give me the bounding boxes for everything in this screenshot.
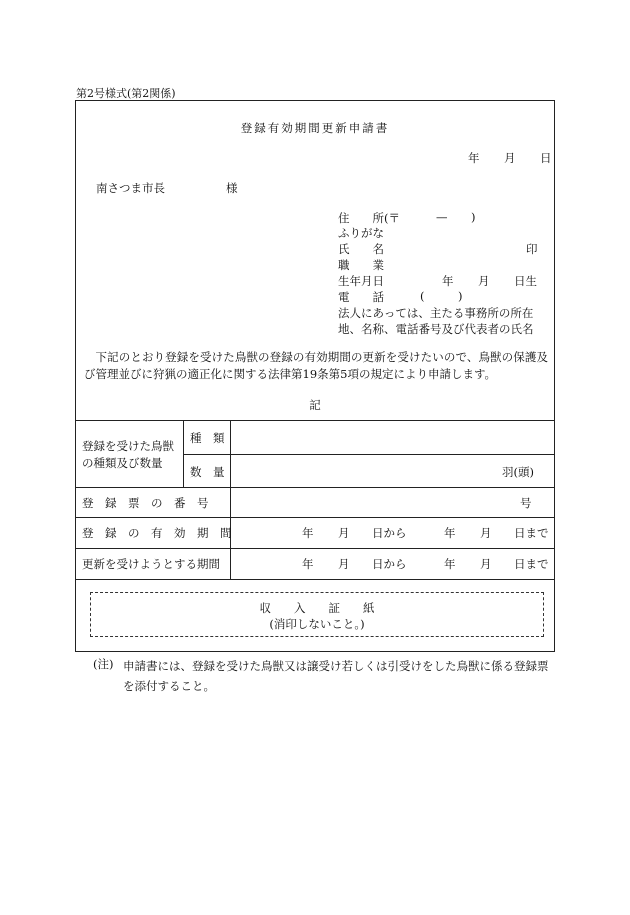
quantity-unit: 羽(頭) [502,465,534,479]
kind-label: 種 類 [190,431,225,445]
species-group-label-line1: 登録を受けた鳥獣 [82,439,174,453]
furigana-label: ふりがな [338,226,384,240]
date-month-label: 月 [504,151,516,165]
valid-from-month: 月 [338,526,350,540]
occupation-label: 職 業 [338,258,384,272]
renew-to-day: 日まで [514,557,549,571]
ticket-number-unit: 号 [520,496,532,510]
valid-to-year: 年 [444,526,456,540]
corporate-note-line2: 地、名称、電話番号及び代表者の氏名 [338,322,534,336]
postal-close: ) [471,210,476,224]
form-number-label: 第2号様式(第2関係) [76,87,176,100]
table-top-rule [75,420,555,421]
birth-year-label: 年 [442,274,454,288]
phone-close: ) [458,289,463,303]
species-group-divider [183,420,184,487]
application-statement: 下記のとおり登録を受けた鳥獣の登録の有効期間の更新を受けたいので、鳥獣の保護及び管理並びに狩猟の適正化に関する法律第19条第5項の規定により申請します。 [84,350,548,381]
ki-heading: 記 [309,398,321,412]
table-row-rule-2 [75,517,555,518]
renew-from-year: 年 [302,557,314,571]
valid-to-month: 月 [480,526,492,540]
revenue-stamp-label: 収 入 証 紙 [259,601,375,615]
birth-month-label: 月 [478,274,490,288]
phone-label: 電 話 [338,290,384,304]
valid-to-day: 日まで [514,526,549,540]
table-bottom-rule [75,579,555,580]
renewal-period-label: 更新を受けようとする期間 [82,557,220,571]
seal-mark: 印 [526,242,538,256]
species-row-divider [183,454,555,455]
date-day-label: 日 [540,151,552,165]
valid-from-year: 年 [302,526,314,540]
note-text: 申請書には、登録を受けた鳥獣又は譲受け若しくは引受けをした鳥獣に係る登録票を添付すること。 [123,659,549,693]
renew-from-day: 日から [372,557,407,571]
quantity-label: 数 量 [190,465,225,479]
table-row-rule-1 [75,487,555,488]
name-label: 氏 名 [338,242,384,256]
renew-from-month: 月 [338,557,350,571]
ticket-number-label: 登 録 票 の 番 号 [82,496,209,510]
birth-day-label: 日生 [514,274,537,288]
document-title: 登録有効期間更新申請書 [240,121,390,135]
renew-to-month: 月 [480,557,492,571]
label-column-divider [230,420,231,579]
postal-dash: — [436,210,448,224]
table-row-rule-3 [75,548,555,549]
species-group-label-line2: の種類及び数量 [82,456,163,470]
addressee-honorific: 様 [226,181,238,195]
address-label: 住 所(〒 [338,211,400,225]
birthdate-label: 生年月日 [338,274,384,288]
phone-open: ( [420,289,425,303]
note-prefix: (注) [93,657,114,671]
date-year-label: 年 [468,151,480,165]
renew-to-year: 年 [444,557,456,571]
valid-from-day: 日から [372,526,407,540]
addressee-name: 南さつま市長 [96,181,165,195]
corporate-note-line1: 法人にあっては、主たる事務所の所在 [338,306,534,320]
revenue-stamp-note: (消印しないこと。) [269,617,365,631]
valid-period-label: 登 録 の 有 効 期 間 [82,526,232,540]
